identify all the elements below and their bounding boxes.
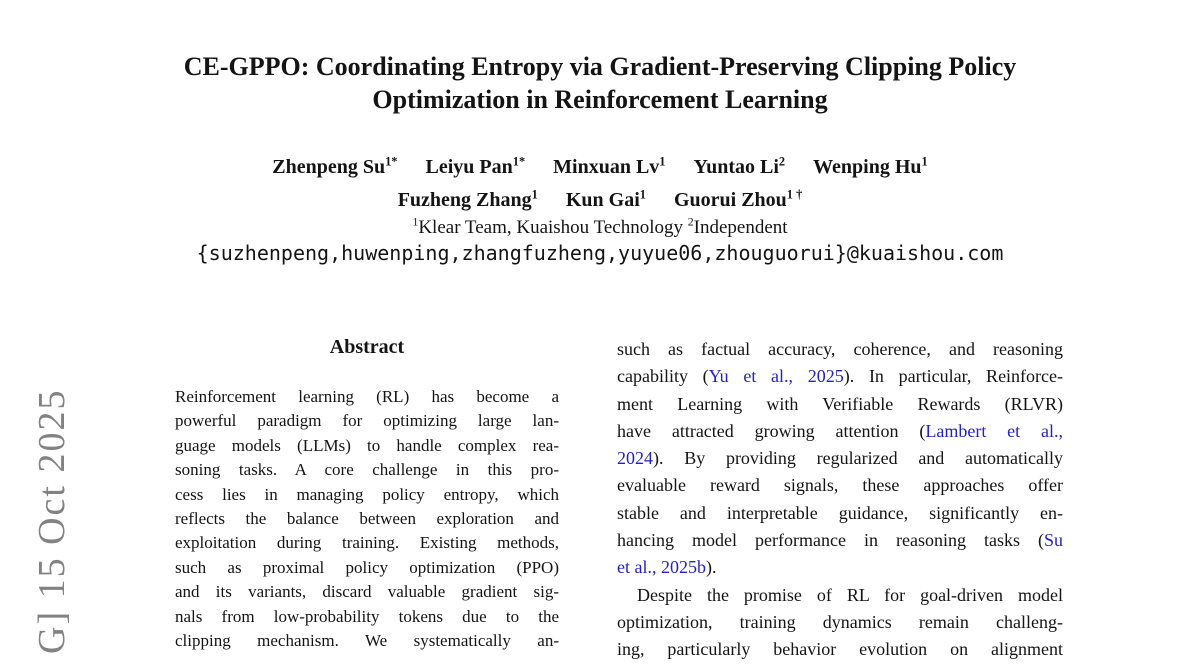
text-line [617,527,1063,554]
citation-link[interactable]: 2024 [617,448,653,469]
text-line [175,507,559,531]
author-name: Fuzheng Zhang$^1$ [397,187,538,211]
text-line [175,483,559,507]
text-segment: hancing model performance in reasoning tasks ( [617,530,1044,551]
text-line [175,531,559,555]
text-line [617,609,1063,636]
text-line [617,472,1063,499]
text-segment: Reinforcement learning (RL) has become a [175,387,559,406]
author-name: Kun Gai$^1$ [565,187,646,211]
text-segment: ). [705,557,717,578]
text-line [617,336,1063,363]
text-line [175,458,559,482]
text-line [617,445,1063,472]
abstract-body [175,385,559,653]
author-row-1 [0,151,1200,184]
text-segment: reflects the balance between exploration and [175,509,559,529]
text-segment: Despite the promise of RL for goal-driven model [637,584,1063,605]
text-segment: and its variants, discard valuable gradient sig- [175,582,559,602]
text-segment: ment Learning with Verifiable Rewards (RLVR) [617,393,1063,414]
text-line [175,580,559,604]
text-segment: such as factual accuracy, coherence, and reasoning [617,339,1063,359]
text-line [617,500,1063,527]
text-line [175,629,559,653]
citation-link[interactable]: Su [1043,530,1063,551]
text-line [617,554,1063,581]
text-segment: stable and interpretable guidance, significantly en- [617,502,1063,523]
paper-title [0,50,1200,116]
text-segment: have attracted growing attention ( [617,420,926,441]
text-segment: ). In particular, Reinforce- [843,366,1064,387]
author-name: Zhenpeng $Su^{1*}$ [272,154,398,178]
text-segment: guage models (LLMs) to handle complex rea- [175,435,559,455]
email-line: {suzhenpeng,huwenping,zhangfuzheng,yuyue06,zhouguorui}@kuaishou.com [196,241,1004,265]
text-line [175,434,559,458]
citation-link[interactable]: et al., 2025b [617,557,706,578]
author-name: Minxuan Lv$^1$ [553,154,666,178]
author-name: Guorui Zhou$^{1 \dagger}$ [673,187,803,211]
title-line-1: CE-GPPO: Coordinating Entropy via Gradient-Preserving Clipping Policy [183,52,1017,81]
text-line [175,409,559,433]
text-segment: evaluable reward signals, these approaches offer [617,475,1063,496]
text-segment: nals from low-probability tokens due to the [175,606,559,626]
text-segment: soning tasks. A core challenge in this pro- [175,460,559,480]
citation-link[interactable]: Yu et al., 2025 [708,366,844,387]
affiliation-line: $^1$Klear Team, Kuaishou Technology $^2$Independent [412,215,788,238]
text-line [175,605,559,629]
text-line [175,556,559,580]
author-name: Leiyu Pan$^{1*}$ [425,154,526,178]
text-segment: such as proximal policy optimization (PPO) [175,557,559,577]
text-line [617,391,1063,418]
text-segment: optimization, training dynamics remain challeng- [617,611,1063,632]
author-name: Yuntao Li$^2$ [693,154,786,178]
text-segment: exploitation during training. Existing methods, [175,533,559,553]
text-segment: capability ( [617,366,709,387]
text-segment: cess lies in managing policy entropy, which [175,484,559,504]
text-segment: ing, particularly behavior evolution on alignment [617,639,1063,660]
abstract-heading: Abstract [329,336,405,358]
text-line [617,418,1063,445]
author-block [0,151,1200,217]
text-segment: clipping mechanism. We systematically an- [175,631,559,651]
text-segment: powerful paradigm for optimizing large lan- [175,411,559,431]
text-line [617,636,1063,663]
title-line-2: Optimization in Reinforcement Learning [372,85,828,114]
left-column [175,336,559,653]
citation-link[interactable]: Lambert et al., [925,420,1064,441]
arxiv-stamp: G] 15 Oct 2025 [31,388,73,654]
text-segment: ). By providing regularized and automatically [653,448,1063,469]
text-line [617,363,1063,390]
author-name: Wenping Hu$^1$ [813,154,928,178]
right-column [617,336,1063,664]
text-line [175,385,559,409]
text-line [617,582,1063,609]
author-row-2 [0,184,1200,217]
